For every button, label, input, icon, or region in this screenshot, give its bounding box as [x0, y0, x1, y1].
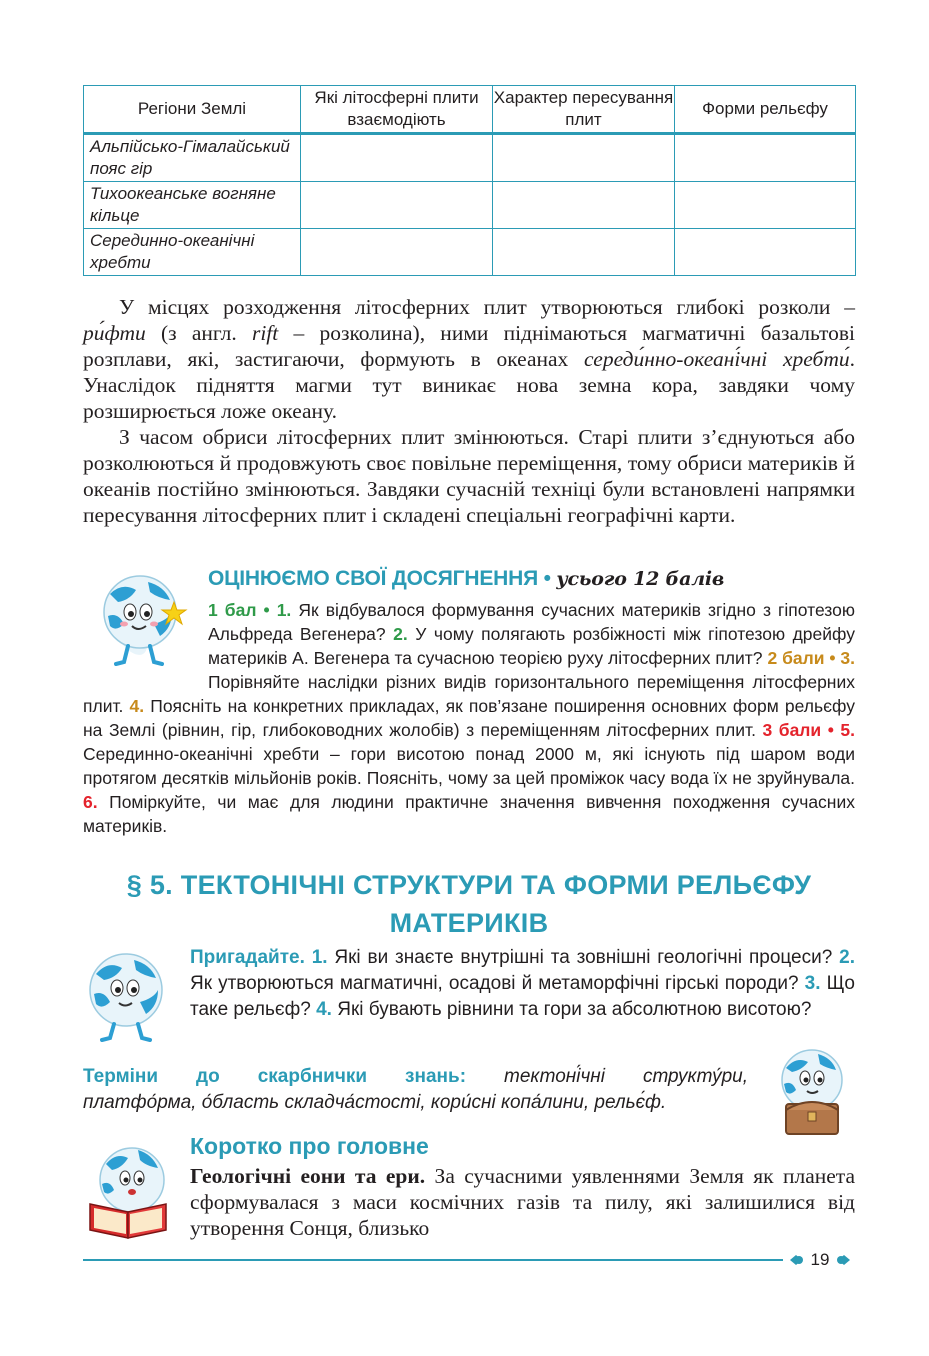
- table-cell: [675, 229, 856, 276]
- recall-question-3: Що таке рельєф?: [190, 973, 855, 1020]
- table-cell: [493, 134, 675, 182]
- question-1: Як відбувалося формування сучасних материків згідно з гіпотезою Альфреда Вегенера?: [208, 600, 855, 644]
- globe-mascot-book-icon: [80, 1142, 180, 1242]
- assessment-bullet: •: [537, 567, 557, 590]
- recall-question-1: Які ви знаєте внутрішні та зовнішні геологічні процеси?: [327, 947, 840, 968]
- table-header-row: [84, 86, 856, 134]
- table-row: [84, 182, 856, 229]
- page-number: 19: [810, 1250, 830, 1269]
- question-5: Серединно-океанічні хребти – гори висотою понад 2000 м, які існують під шаром води протягом десятків мільйонів років. Поясніть, чому за цей проміжок часу вода їх не зруйнувала.: [83, 744, 855, 788]
- globe-mascot-icon: [80, 950, 170, 1042]
- summary-text: [190, 1163, 855, 1241]
- table-cell-region: Тихоокеанське вогняне кільце: [84, 182, 301, 229]
- table-cell-region: Альпійсько-Гімалайський пояс гір: [84, 134, 301, 182]
- table-cell: [301, 182, 493, 229]
- text-run: . Унаслідок підняття магми тут виникає нова земна кора, завдяки чому розширюється ложе океану.: [83, 347, 855, 423]
- recall-number-4: 4.: [316, 999, 332, 1020]
- table-header-cell: Регіони Землі: [84, 86, 301, 134]
- recall-question-2: Як утворюються магматичні, осадові й метаморфічні гірські породи?: [190, 973, 805, 994]
- section-title-line-2: МАТЕРИКІВ: [389, 908, 549, 938]
- term-rift-english: rift: [251, 321, 279, 345]
- table-header-cell: Характер пересування плит: [493, 86, 675, 134]
- recall-number-3: 3.: [804, 973, 821, 994]
- question-number-4: 4.: [129, 696, 145, 716]
- points-marker-1: 1 бал • 1.: [208, 600, 292, 620]
- question-number-6: 6.: [83, 792, 98, 812]
- points-marker-3: 3 бали • 5.: [762, 720, 855, 740]
- assessment-total-points: усього 12 балів: [556, 568, 725, 590]
- text-run: (з англ.: [145, 321, 252, 345]
- assessment-title: [208, 567, 724, 591]
- points-marker-2: 2 бали • 3.: [767, 648, 855, 668]
- terms-line-2: платфо́рма, о́бласть складча́стості, кори́сні копа́лини, рельє́ф.: [83, 1092, 667, 1113]
- regions-table: [83, 85, 856, 276]
- table-row: [84, 229, 856, 276]
- recall-question-4: Які бувають рівнини та гори за абсолютною висотою?: [331, 999, 812, 1020]
- table-cell: [675, 134, 856, 182]
- mascot-spacer: [83, 598, 208, 694]
- table-cell: [301, 229, 493, 276]
- question-4: Поясніть на конкретних прикладах, як пов’язане поширення основних форм рельєфу на Землі (рівнин, гір, глибоководних жолобів) з переміщенням літосферних плит.: [83, 696, 855, 740]
- assessment-questions: [83, 598, 855, 838]
- term-rifts: ри́фти: [83, 321, 146, 345]
- table-cell: [493, 182, 675, 229]
- recall-block: [190, 945, 855, 1023]
- terms-list-1: тектоні́чні структу́ри,: [466, 1066, 748, 1087]
- footer-rule: [83, 1259, 783, 1261]
- recall-number-2: 2.: [839, 947, 855, 968]
- table-cell-region: Серединно-океанічні хребти: [84, 229, 301, 276]
- section-title: [83, 866, 855, 942]
- question-number-2: 2.: [393, 624, 408, 644]
- summary-title: Коротко про головне: [190, 1133, 429, 1159]
- terms-line-1: [83, 1064, 748, 1090]
- summary-heading: Геологічні еони та ери.: [190, 1164, 426, 1188]
- terms-label: Терміни до скарбнички знань:: [83, 1066, 467, 1087]
- table-cell: [675, 182, 856, 229]
- question-3: Порівняйте наслідки різних видів горизонтального переміщення літосферних плит.: [83, 672, 855, 716]
- assessment-title-text: ОЦІНЮЄМО СВОЇ ДОСЯГНЕННЯ: [208, 567, 538, 590]
- recall-label: Пригадайте. 1.: [190, 947, 328, 968]
- paragraph-rifts: [83, 294, 855, 424]
- text-run: У місцях розходження літосферних плит утворюються глибокі розколи –: [119, 295, 855, 319]
- table-header-cell: Форми рельєфу: [675, 86, 856, 134]
- table-cell: [301, 134, 493, 182]
- table-header-cell: Які літосферні плити взаємодіють: [301, 86, 493, 134]
- table-cell: [493, 229, 675, 276]
- paragraph-plate-outlines: З часом обриси літосферних плит змінюються. Старі плити з’єднуються або розколюються й продовжують своє повільне переміщення, тому обриси материків й океанів постійно змінюються. Завдяки сучасній техніці були встановлені напрямки пересування літосферних плит і складені спеціальні географічні карти.: [83, 425, 855, 527]
- question-2: У чому полягають розбіжності між гіпотезою дрейфу материків А. Вегенера та сучасною теорією руху літосферних плит?: [208, 624, 855, 668]
- summary-body: За сучасними уявленнями Земля як планета сформувалася з маси космічних газів та пилу, які залишилися від утворення Сонця, близько: [190, 1164, 856, 1240]
- table-row: [84, 134, 856, 182]
- globe-mascot-chest-icon: [768, 1046, 856, 1138]
- question-6: Поміркуйте, чи має для людини практичне значення вивчення походження сучасних материків.: [83, 792, 855, 836]
- section-title-line-1: § 5. ТЕКТОНІЧНІ СТРУКТУРИ ТА ФОРМИ РЕЛЬЄФУ: [126, 870, 812, 900]
- page-number-badge: [790, 1249, 850, 1271]
- term-mid-ocean-ridges: середи́нно-океані́чні хребти́: [584, 347, 850, 371]
- text-run: – розколина), ними піднімаються магматичні базальтові розплави, які, застигаючи, формують в океанах: [83, 321, 855, 371]
